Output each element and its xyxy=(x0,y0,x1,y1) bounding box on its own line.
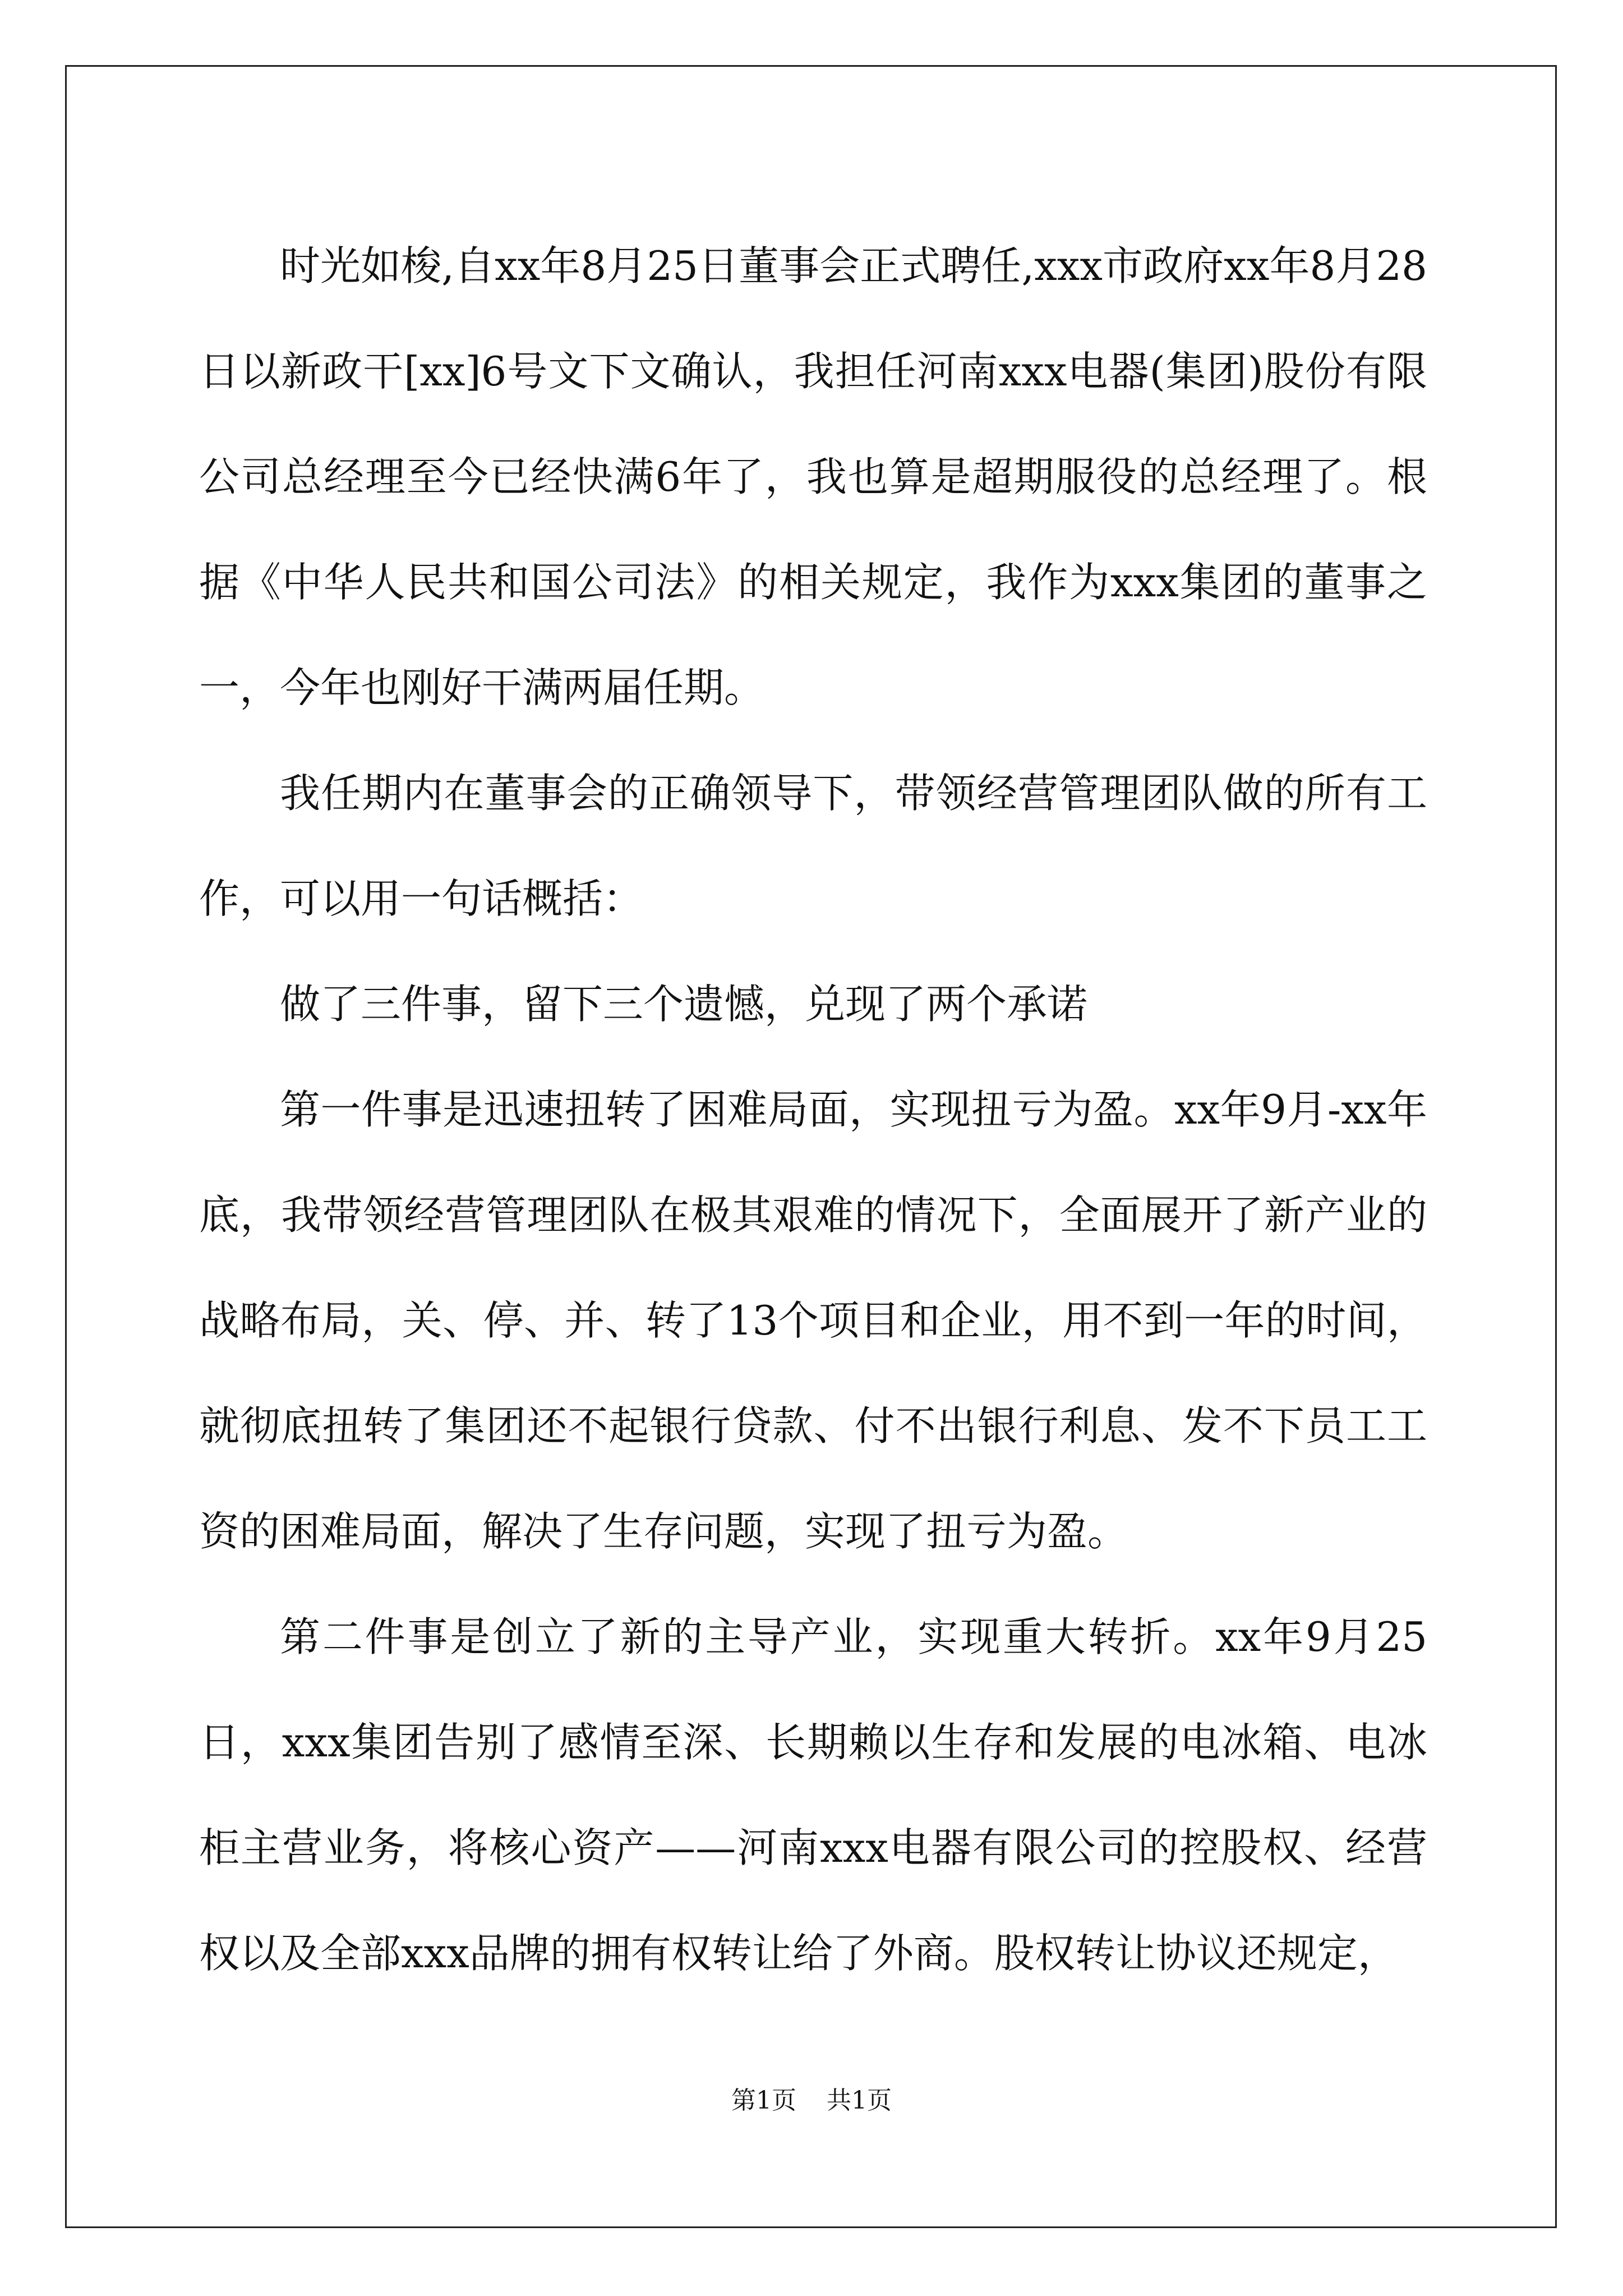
paragraph: 第二件事是创立了新的主导产业，实现重大转折。xx年9月25日，xxx集团告别了感情至深、长期赖以生存和发展的电冰箱、电冰柜主营业务，将核心资产——河南xxx电器有限公司的控股权、经营权以及全部xxx品牌的拥有权转让给了外商。股权转让协议还规定， xyxy=(199,1613,1427,1977)
paragraph: 做了三件事，留下三个遗憾，兑现了两个承诺 xyxy=(280,981,1088,1028)
page-number-total: 共1页 xyxy=(827,2086,892,2115)
paragraph: 我任期内在董事会的正确领导下，带领经营管理团队做的所有工作，可以用一句话概括： xyxy=(199,770,1427,922)
page-footer xyxy=(0,2084,1623,2118)
paragraph: 第一件事是迅速扭转了困难局面，实现扭亏为盈。xx年9月-xx年底，我带领经营管理团队在极其艰难的情况下，全面展开了新产业的战略布局，关、停、并、转了13个项目和企业，用不到一年的时间，就彻底扭转了集团还不起银行贷款、付不出银行利息、发不下员工工资的困难局面，解决了生存问题，实现了扭亏为盈。 xyxy=(199,1086,1427,1555)
page-number-current: 第1页 xyxy=(731,2086,796,2115)
paragraph: 时光如梭,自xx年8月25日董事会正式聘任,xxx市政府xx年8月28日以新政干[xx]6号文下文确认，我担任河南xxx电器(集团)股份有限公司总经理至今已经快满6年了，我也算是超期服役的总经理了。根据《中华人民共和国公司法》的相关规定，我作为xxx集团的董事之一，今年也刚好干满两届任期。 xyxy=(199,242,1427,711)
document-body xyxy=(199,213,1427,2006)
